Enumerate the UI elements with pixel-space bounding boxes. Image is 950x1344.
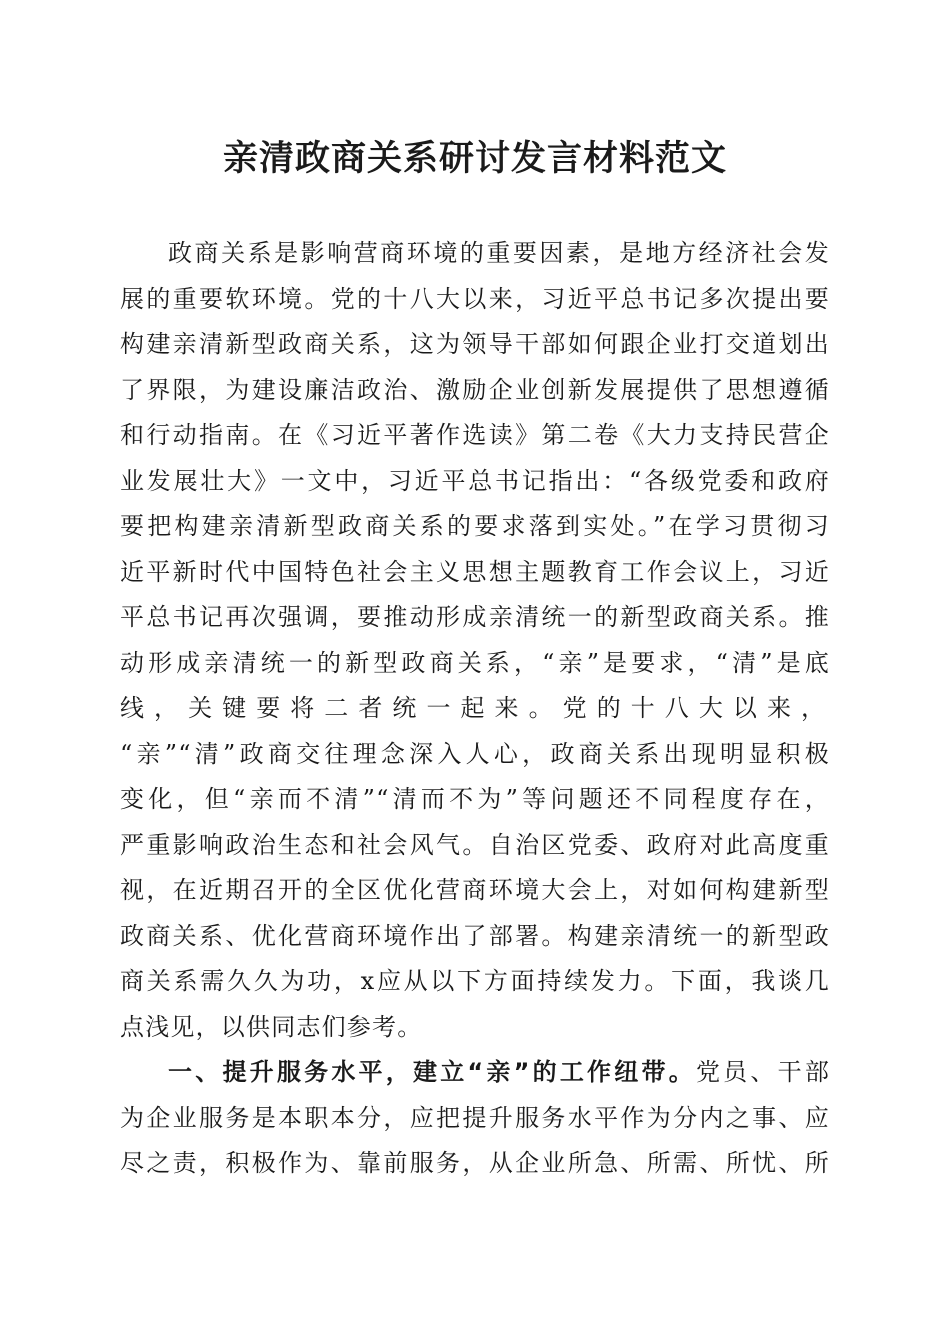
text-line: 线，关键要将二者统一起来。党的十八大以来，	[120, 694, 830, 722]
text-line: 严重影响政治生态和社会风气。自治区党委、政府对此高度重	[120, 830, 830, 859]
text-line: 要把构建亲清新型政商关系的要求落到实处。”在学习贯彻习	[120, 512, 830, 540]
text-line: 商关系需久久为功，x应从以下方面持续发力。下面，我谈几	[120, 967, 830, 995]
text-line: 业发展壮大》一文中，习近平总书记指出：“各级党委和政府	[120, 466, 830, 495]
text-line: 构建亲清新型政商关系，这为领导干部如何跟企业打交道划出	[120, 330, 830, 358]
text-line: 政商关系是影响营商环境的重要因素，是地方经济社会发	[168, 239, 830, 267]
document-body	[120, 231, 830, 1187]
section-heading: 一、提升服务水平，建立“亲”的工作纽带。	[168, 1058, 696, 1086]
section-lead-text: 党员、干部	[695, 1058, 831, 1086]
text-line	[120, 1050, 830, 1096]
text-line: 平总书记再次强调，要推动形成亲清统一的新型政商关系。推	[120, 603, 830, 631]
text-line: 为企业服务是本职本分，应把提升服务水平作为分内之事、应	[120, 1103, 830, 1132]
text-line: 近平新时代中国特色社会主义思想主题教育工作会议上，习近	[120, 557, 830, 586]
document-title: 亲清政商关系研讨发言材料范文	[222, 138, 727, 179]
text-line: 展的重要软环境。党的十八大以来，习近平总书记多次提出要	[120, 284, 830, 313]
text-line: 了界限，为建设廉洁政治、激励企业创新发展提供了思想遵循	[120, 375, 830, 404]
paragraph-section-one	[120, 1050, 830, 1187]
paragraph-intro	[120, 231, 830, 1050]
text-line: 点浅见，以供同志们参考。	[120, 1012, 423, 1041]
text-line: 视，在近期召开的全区优化营商环境大会上，对如何构建新型	[120, 876, 830, 904]
text-line: “亲”“清”政商交往理念深入人心，政商关系出现明显积极	[120, 739, 830, 768]
text-line: 政商关系、优化营商环境作出了部署。构建亲清统一的新型政	[120, 921, 830, 950]
text-line: 和行动指南。在《习近平著作选读》第二卷《大力支持民营企	[120, 421, 830, 449]
text-line: 动形成亲清统一的新型政商关系，“亲”是要求，“清”是底	[120, 648, 830, 677]
text-line: 变化，但“亲而不清”“清而不为”等问题还不同程度存在，	[120, 785, 830, 813]
text-line: 尽之责，积极作为、靠前服务，从企业所急、所需、所忧、所	[120, 1149, 830, 1177]
